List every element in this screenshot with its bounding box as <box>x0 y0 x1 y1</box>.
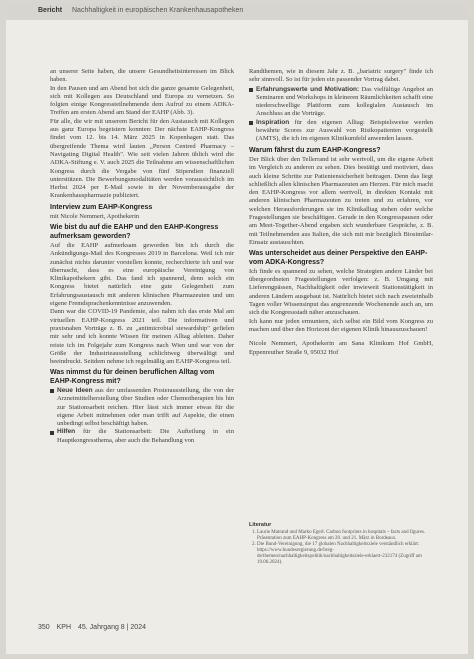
literature-list <box>249 530 433 566</box>
literature-item: 1. Laurie Matrand und Marko Egerl. Carbon footprints in hospitals – facts and figures. Präsentation zum EAHP-Kongress am 20. und 21. März in Bordeaux. <box>257 530 433 542</box>
bullet-label: Erfahrungswerte und Motivation: <box>256 85 360 93</box>
bullet-label: Neue Ideen <box>57 386 93 394</box>
paragraph: Ich finde es spannend zu sehen, welche Strategien andere Länder bei übergeordneten Fragestellungen verfolgen: z. B. Umgang mit Lieferengpässen, Nachhaltigkeit oder inwieweit Stationstätigkeit in anderen Ländern ausgebaut ist. Natürlich bietet sich nach zweieinhalb Tagen voller Wissensinput das angrenzende Wochenende auch an, um sich die Kongressstadt näher anzuschauen. <box>249 267 433 317</box>
running-header <box>6 4 468 20</box>
bullet-list <box>50 387 234 445</box>
list-item <box>249 86 433 119</box>
paragraph: Ich kann nur jeden ermuntern, sich selbst ein Bild vom Kongress zu machen und über den Horizont der eigenen Klinik hinauszuschauen! <box>249 317 433 333</box>
bullet-label: Hilfen <box>57 428 76 436</box>
list-item <box>249 119 433 144</box>
bullet-text: Das vielfältige Angebot an Seminaren und Workshops in kleineren Räumlichkeiten schafft eine niederschwellige Plattform zum kollegialen Austausch im Anschluss an die Vorträge. <box>256 85 433 118</box>
right-column <box>249 68 433 357</box>
bullet-text: aus der umfassenden Posterausstellung, die von der Arzneimittelherstellung über Studien oder Chemotherapien bis hin zur Stationsarbeit reichen. Hier lässt sich immer etwas für die eigene Arbeit mitnehmen oder man trifft auf Aspekte, die einen unbedingt selbst beschäftigt haben. <box>57 386 234 428</box>
bullet-text: für die Stationsarbeit: Die Aufteilung in ein Hauptkongressthema, aber auch die Behandlung von <box>57 428 234 444</box>
bullet-list <box>249 86 433 144</box>
page-footer <box>38 624 151 631</box>
interview-heading: Interview zum EAHP-Kongress <box>50 203 153 211</box>
question-heading: Was nimmst du für deinen beruflichen Alltag vom EAHP-Kongress mit? <box>50 369 215 385</box>
paragraph: Für alle, die wir mit unserem Bericht für den Austausch mit Kollegen aus ganz Europa begeistern konnten: Der nächste EAHP-Kongress findet vom 12. bis 14. März 2025 in Kopenhagen statt. Das übergreifende Thema wird lauten „Person Centred Pharmacy – Navigating Digital Health". Wie seit vielen Jahren üblich wird die ADKA-Stiftung e. V. auch 2025 die Teilnahme am wissenschaftlichen Kongress durch die Vergabe von fünf Stipendien finanziell unterstützen. Die Bewerbungsmodalitäten werden voraussichtlich im Herbst 2024 per E-Mail sowie in der Novemberausgabe der Krankenhauspharmazie publiziert. <box>50 117 234 200</box>
question-heading: Was unterscheidet aus deiner Perspektive den EAHP- vom ADKA-Kongress? <box>249 250 428 266</box>
question-heading: Warum fährst du zum EAHP-Kongress? <box>249 146 381 154</box>
issue-label: 45. Jahrgang 8 | 2024 <box>78 624 146 631</box>
literature-section <box>249 522 433 566</box>
header-title: Nachhaltigkeit in europäischen Krankenhausapotheken <box>72 7 244 14</box>
literature-title: Literatur <box>249 522 272 528</box>
paragraph: Dann war die COVID-19 Pandemie, also nahm ich das erste Mal am virtuellen EAHP-Kongress 2021 teil. Die informativen und praxisnahen Vorträge z. B. zu „antimicrobial stewardship" gefielen mir sehr und ich konnte Wissen für meinen Alltag ableiten. Daher reiste ich im Folgejahr zum Kongress nach Wien und war von der Größe der Industrieausstellung schlichtweg überwältigt und beeindruckt. Seitdem nehme ich regelmäßig am EAHP-Kongress teil. <box>50 308 234 366</box>
bullet-label: Inspiration <box>256 118 290 126</box>
paragraph: an unserer Seite haben, die unsere Gesundheitsinteressen im Blick haben. <box>50 68 234 84</box>
paragraph: Auf die EAHP aufmerksam geworden bin ich durch die Ankündigungs-Mail des Kongresses 2019 in Barcelona. Weil ich mir zunächst nichts darunter vorstellen konnte, recherchierte ich und war überrascht, dass es eine europäische Vereinigung von Klinikapothekern gibt. Das fand ich spannend, denn solch ein Kongress bietet natürlich eine gute Gelegenheit zum Erfahrungsaustausch mit anderen klinischen Pharmazeuten und um eigene Fremdsprachenkenntnisse anzuwenden. <box>50 241 234 308</box>
bullet-text: für den eigenen Alltag: Beispielsweise werden bewährte Scores zur Auswahl von Risikopatienten vorgestellt (AMTS), die ich im eigenen Klinikumfeld anwenden lassen. <box>256 118 433 143</box>
journal-name: KPH <box>56 624 72 631</box>
list-item <box>50 428 234 445</box>
interview-byline: mit Nicole Nemmert, Apothekerin <box>50 213 140 221</box>
page-number: 350 <box>38 624 50 631</box>
section-label: Bericht <box>38 7 63 14</box>
list-item <box>50 387 234 428</box>
literature-item: 2. Die Bund-Vereinigung, die 17 globalen Nachhaltigkeitsziele verständlich erklärt: https://www.bundesregierung.de/breg-de/themen/nachhaltigkeitspolitik/nachhaltigkeitsziele-erklaert-232174 (Zugriff am 19.06.2024). <box>257 542 433 566</box>
paragraph: In den Pausen und am Abend bot sich die ganze gesamte Gelegenheit, sich mit Kollegen aus Deutschland und Europa zu vernetzen. So folgten einige Kongressteilnehmende dem Aufruf zu einem ADKA-Treffen am ersten Abend am Stand der EAHP (Abb. 3). <box>50 84 234 117</box>
document-page <box>6 4 468 654</box>
left-column <box>50 68 234 448</box>
question-heading: Wie bist du auf die EAHP und den EAHP-Kongress aufmerksam geworden? <box>50 224 219 240</box>
paragraph: Randthemen, wie in diesem Jahr z. B. „bariatric surgery" finde ich sehr sinnvoll. So ist für jeden ein passender Vortrag dabei. <box>249 68 433 84</box>
paragraph: Der Blick über den Tellerrand ist sehr wertvoll, um die eigene Arbeit im Vergleich zu anderen zu sehen. Dies bestätigt und motiviert, dass auch kleine Schritte zur Patientensicherheit beitragen. Denn das liegt schließlich allen klinischen Pharmazeuten am Herzen. Für mich macht den EAHP-Kongress vor allem wertvoll, in direkten Kontakt mit anderen klinischen Pharmazeuten zu treten und zu erfahren, vor welchen Herausforderungen sie im Klinikalltag stehen oder welche Fragestellungen sie beschäftigen. Gerade in den Kongresspausen oder am Meet-Together-Abend ergaben sich wunderbare Gespräche, z. B. mit Teilnehmenden aus Italien, die sich mit mir bezüglich Biosimilar-Einsatz austauschten. <box>249 155 433 246</box>
author-signature: Nicole Nemmert, Apothekerin am Sana Klinikum Hof GmbH, Eppenreuther Straße 9, 95032 Hof <box>249 340 433 356</box>
